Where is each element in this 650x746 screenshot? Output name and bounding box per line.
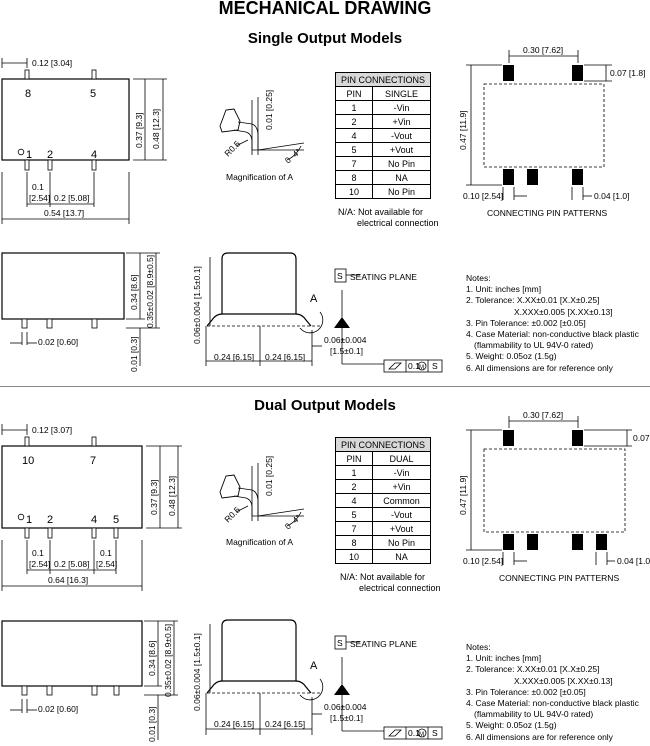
pin-cell: 4 xyxy=(336,494,373,508)
table-row xyxy=(336,129,431,143)
single-pattern-dim-top: 0.30 [7.62] xyxy=(523,45,564,55)
single-pin-top-2: 5 xyxy=(90,88,97,100)
pin-cell: 7 xyxy=(336,157,373,171)
single-top-body xyxy=(2,79,129,160)
single-dim-top: 0.12 [3.04] xyxy=(32,58,73,68)
single-dim-height-outer: 0.48 [12.3] xyxy=(151,108,161,149)
dual-pin-bottom-1: 1 xyxy=(26,514,33,526)
dual-na-note xyxy=(340,572,441,594)
single-pattern-dim-right-bottom: 0.04 [1.0] xyxy=(594,191,630,201)
dual-pattern-dim-left-bottom: 0.10 [2.54] xyxy=(463,556,504,566)
single-notes xyxy=(466,273,639,374)
pin-cell: 2 xyxy=(336,480,373,494)
dual-front-callout-a: A xyxy=(310,660,318,672)
dual-na-note-line-1: N/A: Not available for xyxy=(340,572,426,582)
single-mag-label: Magnification of A xyxy=(226,172,294,182)
dual-note-line: 1. Unit: inches [mm] xyxy=(466,653,542,664)
single-na-note xyxy=(338,207,439,229)
page-title: MECHANICAL DRAWING xyxy=(218,0,432,18)
single-notes-title: Notes: xyxy=(466,273,491,283)
dual-dim-body-height: 0.34 [8.6] xyxy=(147,640,157,676)
table-row xyxy=(336,171,431,185)
dual-dim-pitch-b: 0.2 [5.08] xyxy=(54,559,90,569)
table-row xyxy=(336,115,431,129)
single-note-line: 3. Pin Tolerance: ±0.002 [±0.05] xyxy=(466,317,586,328)
dual-pattern-dim-right-bottom: 0.04 [1.0 xyxy=(617,556,650,566)
single-note-line: 4. Case Material: non-conductive black plastic xyxy=(466,329,639,340)
function-cell: +Vin xyxy=(373,115,431,129)
dual-front-dim-pad-mm: [1.5±0.1] xyxy=(330,713,364,723)
function-cell: No Pin xyxy=(373,185,431,199)
single-na-note-line-1: N/A: Not available for xyxy=(338,207,424,217)
dual-front-dim-height: 0.06±0.004 [1.5±0.1] xyxy=(192,633,202,711)
function-cell: NA xyxy=(373,171,431,185)
pin-cell: 5 xyxy=(336,143,373,157)
dual-note-line: 4. Case Material: non-conductive black plastic xyxy=(466,698,639,709)
dual-note-line: X.XXX±0.005 [X.XX±0.13] xyxy=(514,675,613,686)
dual-dim-pin-width: 0.02 [0.60] xyxy=(38,704,79,714)
dual-side-body xyxy=(2,621,142,686)
dual-note-line: 6. All dimensions are for reference only xyxy=(466,731,613,742)
table-row xyxy=(336,536,431,550)
single-na-note-line-2: electrical connection xyxy=(357,218,439,228)
dual-mag-angle: 0~4° xyxy=(282,512,303,532)
function-cell: +Vin xyxy=(373,480,431,494)
table-row xyxy=(336,185,431,199)
pin-cell: 5 xyxy=(336,508,373,522)
dual-notes-title: Notes: xyxy=(466,642,491,652)
dual-mag-dim: 0.01 [0.25] xyxy=(264,455,274,496)
single-mag-radius: R0.5 xyxy=(222,138,243,159)
dual-dim-top: 0.12 [3.07] xyxy=(32,425,73,435)
single-pin-table-header-pin: PIN xyxy=(336,87,373,101)
dual-pin-top-2: 7 xyxy=(90,455,97,467)
dual-pin-table-caption: PIN CONNECTIONS xyxy=(336,438,431,452)
dual-pattern-dim-right: 0.07 xyxy=(633,433,650,443)
table-row xyxy=(336,143,431,157)
single-pin-bottom-1: 1 xyxy=(26,149,33,161)
dual-pattern-dim-height: 0.47 [11.9] xyxy=(458,475,468,515)
single-note-line: 2. Tolerance: X.XX±0.01 [X.X±0.25] xyxy=(466,295,600,306)
dual-seating-label: SEATING PLANE xyxy=(350,639,417,649)
single-front-dim-right: 0.24 [6.15] xyxy=(265,352,306,362)
table-row xyxy=(336,480,431,494)
single-section-title: Single Output Models xyxy=(247,30,403,47)
single-front-dim-pad-mm: [1.5±0.1] xyxy=(330,346,364,356)
dual-note-line: (flammability to UL 94V-0 rated) xyxy=(474,709,594,720)
table-row xyxy=(336,157,431,171)
single-seating-label: SEATING PLANE xyxy=(350,272,417,282)
pin-cell: 1 xyxy=(336,466,373,480)
dual-pin-bottom-2: 2 xyxy=(47,514,54,526)
dual-section-title: Dual Output Models xyxy=(254,397,396,414)
single-pin-bottom-3: 4 xyxy=(91,149,98,161)
single-pattern-label: CONNECTING PIN PATTERNS xyxy=(487,208,608,218)
dual-pin-bottom-3: 4 xyxy=(91,514,98,526)
dual-note-line: 5. Weight: 0.05oz (1.5g) xyxy=(466,720,557,731)
single-dim-pitch-b: 0.2 [5.08] xyxy=(54,193,90,203)
single-dim-standoff: 0.01 [0.3] xyxy=(129,336,139,372)
dual-dim-standoff: 0.01 [0.3] xyxy=(147,706,157,742)
single-tolerance-s: S xyxy=(432,361,438,371)
single-dim-pin-width: 0.02 [0.60] xyxy=(38,337,79,347)
table-row xyxy=(336,550,431,564)
pin-cell: 2 xyxy=(336,115,373,129)
dual-dim-pitch-c-mm: [2.54] xyxy=(96,559,118,569)
table-row xyxy=(336,494,431,508)
single-dim-body-height: 0.34 [8.6] xyxy=(129,274,139,310)
dual-dim-pitch-a: 0.1 xyxy=(32,548,44,558)
function-cell: -Vin xyxy=(373,466,431,480)
single-pin-table xyxy=(335,72,431,199)
dual-pin-bottom-4: 5 xyxy=(113,514,120,526)
pin-cell: 7 xyxy=(336,522,373,536)
dual-tolerance-value: 0.1 xyxy=(408,728,420,738)
single-pattern-dim-left-bottom: 0.10 [2.54] xyxy=(463,191,504,201)
dual-dim-pitch-c: 0.1 xyxy=(100,548,112,558)
dual-seating-s: S xyxy=(337,638,343,648)
single-pin-top-1: 8 xyxy=(25,88,32,100)
dual-pin-table xyxy=(335,437,431,564)
single-mag-dim: 0.01 [0.25] xyxy=(264,89,274,130)
single-dim-total-height: 0.35±0.02 [8.9±0.5] xyxy=(145,254,155,328)
dual-dim-pitch-a-mm: [2.54] xyxy=(29,559,51,569)
pin-cell: 1 xyxy=(336,101,373,115)
single-tolerance-value: 0.1 xyxy=(408,361,420,371)
function-cell: No Pin xyxy=(373,157,431,171)
single-pattern-dim-height: 0.47 [11.9] xyxy=(458,110,468,150)
table-row xyxy=(336,508,431,522)
function-cell: +Vout xyxy=(373,143,431,157)
function-cell: NA xyxy=(373,550,431,564)
dual-front-dim-left: 0.24 [6.15] xyxy=(214,719,255,729)
single-dim-pitch-a-mm: [2.54] xyxy=(29,193,51,203)
dual-dim-height-outer: 0.48 [12.3] xyxy=(167,475,177,516)
dual-pin-top-1: 10 xyxy=(22,455,35,467)
dual-pin-table-header-type: DUAL xyxy=(373,452,431,466)
single-dim-pitch-a: 0.1 xyxy=(32,182,44,192)
dual-dim-height-inner: 0.37 [9.3] xyxy=(149,479,159,515)
dual-dim-total-height: 0.35±0.02 [8.9±0.5] xyxy=(163,623,173,697)
dual-pattern-dim-top: 0.30 [7.62] xyxy=(523,410,564,420)
dual-notes xyxy=(466,642,639,743)
single-front-dim-height: 0.06±0.004 [1.5±0.1] xyxy=(192,266,202,344)
dual-na-note-line-2: electrical connection xyxy=(359,583,441,593)
single-pin-table-header-type: SINGLE xyxy=(373,87,431,101)
dual-dim-width: 0.64 [16.3] xyxy=(48,575,89,585)
dual-tolerance-m: M xyxy=(419,732,424,738)
single-note-line: 6. All dimensions are for reference only xyxy=(466,362,613,373)
pin-cell: 4 xyxy=(336,129,373,143)
dual-mag-label: Magnification of A xyxy=(226,537,294,547)
table-row xyxy=(336,101,431,115)
single-dim-width: 0.54 [13.7] xyxy=(44,208,85,218)
single-note-line: (flammability to UL 94V-0 rated) xyxy=(474,340,594,351)
single-side-body xyxy=(2,253,124,319)
function-cell: -Vin xyxy=(373,101,431,115)
dual-pin-table-header-pin: PIN xyxy=(336,452,373,466)
pin-cell: 10 xyxy=(336,185,373,199)
function-cell: No Pin xyxy=(373,536,431,550)
function-cell: +Vout xyxy=(373,522,431,536)
single-pattern-dim-right: 0.07 [1.8] xyxy=(610,68,646,78)
dual-note-line: 2. Tolerance: X.XX±0.01 [X.X±0.25] xyxy=(466,664,600,675)
pin-cell: 8 xyxy=(336,171,373,185)
single-note-line: X.XXX±0.005 [X.XX±0.13] xyxy=(514,306,613,317)
pin-cell: 10 xyxy=(336,550,373,564)
single-pin-pattern xyxy=(466,50,612,200)
dual-pattern-label: CONNECTING PIN PATTERNS xyxy=(499,573,620,583)
dual-tolerance-s: S xyxy=(432,728,438,738)
single-dim-height-inner: 0.37 [9.3] xyxy=(134,112,144,148)
single-pin-bottom-2: 2 xyxy=(47,149,54,161)
single-front-dim-pad: 0.06±0.004 xyxy=(324,335,367,345)
table-row xyxy=(336,466,431,480)
single-pin-table-caption: PIN CONNECTIONS xyxy=(336,73,431,87)
single-front-dim-left: 0.24 [6.15] xyxy=(214,352,255,362)
single-front-callout-a: A xyxy=(310,293,318,305)
dual-front-dim-pad: 0.06±0.004 xyxy=(324,702,367,712)
table-row xyxy=(336,522,431,536)
dual-note-line: 3. Pin Tolerance: ±0.002 [±0.05] xyxy=(466,686,586,697)
single-mag-angle: 0~4° xyxy=(282,146,303,166)
function-cell: -Vout xyxy=(373,508,431,522)
pin-cell: 8 xyxy=(336,536,373,550)
single-seating-s: S xyxy=(337,271,343,281)
function-cell: -Vout xyxy=(373,129,431,143)
function-cell: Common xyxy=(373,494,431,508)
single-note-line: 5. Weight: 0.05oz (1.5g) xyxy=(466,351,557,362)
dual-front-dim-right: 0.24 [6.15] xyxy=(265,719,306,729)
single-note-line: 1. Unit: inches [mm] xyxy=(466,284,542,295)
single-tolerance-m: M xyxy=(419,365,424,371)
dual-pin-pattern xyxy=(466,416,632,565)
dual-mag-radius: R0.5 xyxy=(222,504,243,525)
